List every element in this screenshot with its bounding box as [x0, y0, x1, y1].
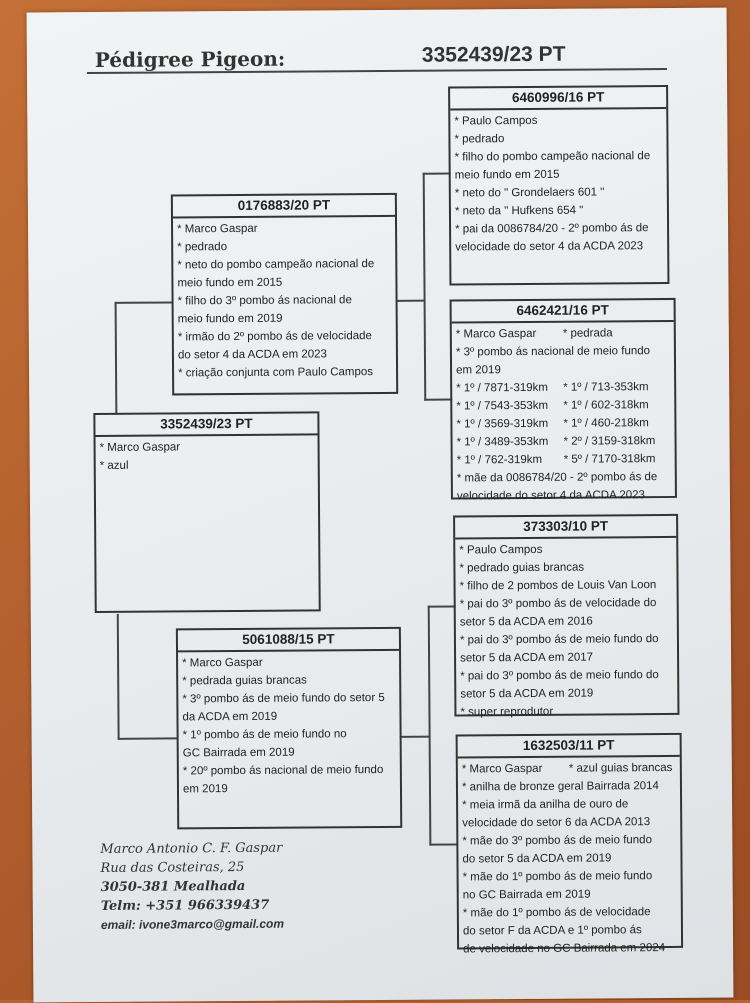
connector-subject-dam-h [118, 737, 178, 739]
race-result: * 1º / 7543-353km [456, 399, 549, 413]
race-result-row [457, 432, 671, 451]
sire-ring: 0176883/20 PT [173, 195, 395, 219]
connector-subject-sire-h [115, 301, 173, 303]
sire-sire-line: * neto do " Grondelaers 601 " [454, 186, 605, 200]
connector-dam-sire [428, 605, 456, 607]
dam-dam-line: do setor F da ACDA e 1º pombo ás [462, 924, 642, 938]
dam-line: * pedrada guias brancas [182, 674, 307, 688]
dam-dam-line: no GC Bairrada em 2019 [462, 888, 591, 902]
sire-sire-line: velocidade do setor 4 da ACDA 2023 [455, 240, 644, 254]
dam-dam-line: * azul guias brancas [568, 761, 673, 775]
subject-line: * azul [99, 459, 129, 472]
sire-dam-line: velocidade do setor 4 da ACDA 2023 [456, 489, 645, 503]
sire-line: * irmão do 2º pombo ás de velocidade [177, 330, 372, 344]
sire-line: * neto do pombo campeão nacional de [177, 258, 375, 272]
connector-dam-out [400, 736, 430, 738]
dam-sire-line: setor 5 da ACDA em 2019 [460, 687, 594, 701]
dam-line: * 20º pombo ás nacional de meio fundo [182, 763, 384, 778]
connector-dam-vertical [428, 606, 432, 846]
dam-dam-line: * mãe do 1º pombo ás de meio fundo [462, 870, 653, 884]
dam-sire-line: setor 5 da ACDA em 2017 [460, 651, 594, 665]
race-result-row [456, 414, 670, 433]
race-result: * 2º / 3159-318km [563, 435, 656, 448]
sire-sire-line: meio fundo em 2015 [454, 168, 560, 182]
race-result: * 5º / 7170-318km [563, 453, 656, 466]
sire-line: meio fundo em 2015 [177, 276, 283, 290]
dam-dam-ring: 1632503/11 PT [458, 735, 680, 759]
subject-ring: 3352439/23 PT [95, 413, 317, 437]
header-ring-number: 3352439/23 PT [421, 42, 566, 67]
race-result-row [457, 450, 671, 469]
sire-line: do setor 4 da ACDA em 2023 [177, 348, 327, 362]
sire-sire-line: * Paulo Campos [454, 114, 538, 128]
page-title: Pédigree Pigeon: [94, 46, 286, 72]
sire-sire-line: * pedrado [454, 133, 505, 146]
sire-dam-ring: 6462421/16 PT [452, 300, 674, 324]
dam-line: da ACDA em 2019 [182, 710, 278, 724]
dam-sire-line: * pai do 3º pombo ás de meio fundo do [460, 669, 659, 683]
race-result: * 1º / 713-353km [563, 381, 649, 394]
sire-sire-box [448, 85, 669, 286]
sire-dam-line: * mãe da 0086784/20 - 2º pombo ás de [456, 471, 658, 485]
connector-dam-dam [429, 843, 457, 845]
race-result-row [456, 396, 670, 415]
sire-sire-line: * filho do pombo campeão nacional de [454, 150, 651, 164]
race-result: * 1º / 3569-319km [456, 417, 549, 431]
dam-line: * Marco Gaspar [182, 656, 263, 670]
sire-line: meio fundo em 2019 [177, 312, 283, 326]
connector-sire-sire [423, 172, 451, 174]
dam-dam-line: * meia irmã da anilha de ouro de [462, 798, 629, 812]
sire-dam-line: * 3º pombo ás nacional de meio fundo [455, 345, 651, 359]
subject-box [93, 411, 320, 613]
connector-sire-vertical [423, 173, 427, 401]
sire-box [171, 193, 398, 396]
dam-sire-box [453, 514, 679, 717]
breeder-name: Marco Antonio C. F. Gaspar [100, 840, 283, 857]
dam-sire-line: setor 5 da ACDA em 2016 [459, 615, 593, 629]
dam-sire-line: * pai do 3º pombo ás de meio fundo do [459, 633, 659, 647]
sire-dam-line: * pedrada [562, 327, 613, 340]
breeder-street: Rua das Costeiras, 25 [100, 859, 245, 876]
dam-line: em 2019 [182, 783, 228, 796]
dam-ring: 5061088/15 PT [178, 629, 399, 653]
connector-subject-dam [117, 614, 120, 740]
connector-sire-dam [424, 398, 452, 400]
sire-dam-line: em 2019 [456, 364, 501, 377]
dam-sire-ring: 373303/10 PT [455, 516, 676, 540]
dam-sire-line: * super reprodutor [460, 705, 554, 719]
race-result: * 1º / 7871-319km [456, 381, 549, 395]
race-result-row [456, 378, 670, 397]
dam-dam-line: velocidade do setor 6 da ACDA 2013 [462, 816, 651, 830]
sire-line: * filho do 3º pombo ás nacional de [177, 294, 352, 308]
dam-dam-line: * mãe do 3º pombo ás de meio fundo [462, 834, 652, 848]
breeder-contact [100, 839, 284, 935]
breeder-email: email: ivone3marco@gmail.com [100, 916, 285, 932]
dam-line: * 1º pombo ás de meio fundo no [182, 728, 347, 742]
dam-dam-line: * anilha de bronze geral Bairrada 2014 [461, 780, 659, 794]
race-result: * 1º / 762-319km [456, 453, 543, 467]
sire-sire-ring: 6460996/16 PT [450, 87, 666, 111]
race-result: * 1º / 460-218km [563, 417, 649, 430]
dam-sire-line: * pedrado guias brancas [459, 561, 585, 575]
dam-sire-line: * pai do 3º pombo ás de velocidade do [459, 597, 657, 611]
dam-line: * 3º pombo ás de meio fundo do setor 5 [182, 691, 385, 706]
sire-line: * Marco Gaspar [177, 222, 258, 236]
dam-line: GC Bairrada em 2019 [182, 746, 295, 760]
race-result: * 1º / 3489-353km [456, 435, 549, 449]
dam-sire-line: * Paulo Campos [459, 543, 543, 557]
sire-line: * pedrado [177, 241, 228, 254]
connector-subject-sire [115, 302, 118, 414]
pedigree-sheet [27, 8, 734, 1003]
sire-line: * criação conjunta com Paulo Campos [178, 366, 374, 380]
dam-dam-line: do setor 5 da ACDA em 2019 [462, 852, 612, 866]
dam-sire-line: * filho de 2 pombos de Louis Van Loon [459, 579, 657, 593]
sire-dam-line: * Marco Gaspar [455, 327, 537, 341]
sire-sire-line: * pai da 0086784/20 - 2º pombo ás de [455, 222, 649, 236]
dam-dam-line: * Marco Gaspar [461, 762, 543, 776]
race-result: * 1º / 602-318km [563, 399, 649, 412]
connector-sire-out [397, 300, 425, 302]
dam-dam-box [456, 733, 683, 956]
breeder-phone: Telm: +351 966339437 [100, 897, 270, 914]
subject-line: * Marco Gaspar [99, 441, 181, 454]
sire-sire-line: * neto da " Hufkens 654 " [454, 204, 584, 218]
dam-dam-line: de velocidade no GC Bairrada em 2024 [463, 942, 666, 956]
breeder-city: 3050-381 Mealhada [100, 878, 246, 895]
dam-box [176, 627, 402, 830]
sire-dam-box [450, 298, 677, 503]
dam-dam-line: * mãe do 1º pombo ás de velocidade [462, 906, 651, 920]
